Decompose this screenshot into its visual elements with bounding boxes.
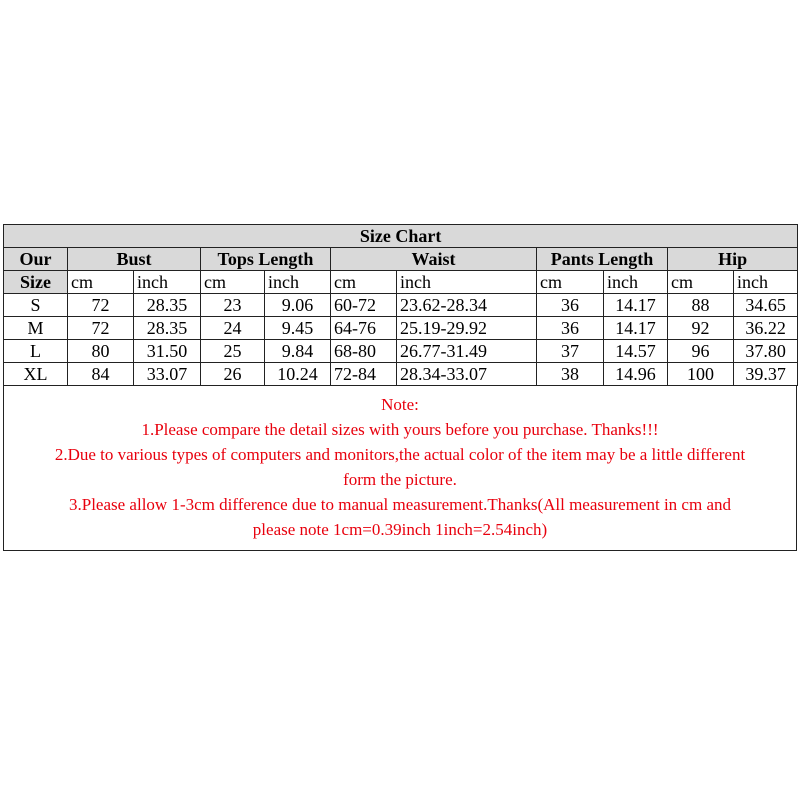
table-row [4, 317, 798, 340]
header-waist: Waist [331, 248, 537, 271]
measurement-cell: 25 [201, 340, 265, 363]
size-chart-sheet [3, 224, 797, 551]
measurement-cell: 28.35 [134, 294, 201, 317]
measurement-cell: 25.19-29.92 [397, 317, 537, 340]
measurement-cell: 37.80 [734, 340, 798, 363]
unit-cell: inch [604, 271, 668, 294]
measurement-cell: 72 [68, 294, 134, 317]
measurement-cell: 96 [668, 340, 734, 363]
unit-cell: cm [68, 271, 134, 294]
measurement-cell: 72-84 [331, 363, 397, 386]
measurement-cell: 28.34-33.07 [397, 363, 537, 386]
measurement-cell: 9.45 [265, 317, 331, 340]
measurement-cell: 92 [668, 317, 734, 340]
unit-cell: inch [134, 271, 201, 294]
measurement-cell: 28.35 [134, 317, 201, 340]
measurement-cell: 24 [201, 317, 265, 340]
measurement-cell: 14.96 [604, 363, 668, 386]
measurement-cell: 14.17 [604, 294, 668, 317]
measurement-cell: 72 [68, 317, 134, 340]
measurement-cell: 68-80 [331, 340, 397, 363]
note-line: form the picture. [343, 470, 457, 489]
measurement-cell: 64-76 [331, 317, 397, 340]
unit-cell: cm [201, 271, 265, 294]
size-label-cell: S [4, 294, 68, 317]
measurement-cell: 26 [201, 363, 265, 386]
unit-cell: cm [668, 271, 734, 294]
unit-cell: cm [331, 271, 397, 294]
table-row [4, 363, 798, 386]
measurement-cell: 84 [68, 363, 134, 386]
measurement-cell: 10.24 [265, 363, 331, 386]
measurement-cell: 31.50 [134, 340, 201, 363]
note-line: please note 1cm=0.39inch 1inch=2.54inch) [252, 520, 548, 539]
measurement-cell: 23.62-28.34 [397, 294, 537, 317]
chart-title: Size Chart [4, 225, 798, 248]
measurement-cell: 80 [68, 340, 134, 363]
measurement-cell: 38 [537, 363, 604, 386]
title-row [4, 225, 798, 248]
measurement-cell: 36.22 [734, 317, 798, 340]
size-label-cell: L [4, 340, 68, 363]
note-line: 3.Please allow 1-3cm difference due to manual measurement.Thanks(All measurement in cm and [69, 495, 731, 514]
unit-header-row [4, 271, 798, 294]
measurement-cell: 34.65 [734, 294, 798, 317]
notes-box [3, 386, 797, 551]
note-line: 2.Due to various types of computers and monitors,the actual color of the item may be a little different [54, 445, 746, 464]
header-bust: Bust [68, 248, 201, 271]
note-line: 1.Please compare the detail sizes with yours before you purchase. Thanks!!! [141, 420, 659, 439]
size-label-cell: M [4, 317, 68, 340]
unit-cell: inch [734, 271, 798, 294]
group-header-row [4, 248, 798, 271]
table-row [4, 340, 798, 363]
table-row [4, 294, 798, 317]
measurement-cell: 36 [537, 294, 604, 317]
measurement-cell: 14.57 [604, 340, 668, 363]
measurement-cell: 36 [537, 317, 604, 340]
measurement-cell: 88 [668, 294, 734, 317]
measurement-cell: 26.77-31.49 [397, 340, 537, 363]
unit-cell: inch [397, 271, 537, 294]
size-rows [4, 294, 798, 386]
measurement-cell: 14.17 [604, 317, 668, 340]
header-hip: Hip [668, 248, 798, 271]
unit-cell: inch [265, 271, 331, 294]
size-chart-table [3, 224, 798, 386]
note-heading: Note: [381, 395, 419, 414]
measurement-cell: 9.06 [265, 294, 331, 317]
measurement-cell: 33.07 [134, 363, 201, 386]
header-tops-length: Tops Length [201, 248, 331, 271]
size-label-cell: XL [4, 363, 68, 386]
measurement-cell: 39.37 [734, 363, 798, 386]
header-pants-length: Pants Length [537, 248, 668, 271]
size-header-bottom: Size [4, 271, 68, 294]
measurement-cell: 9.84 [265, 340, 331, 363]
size-header-top: Our [4, 248, 68, 271]
measurement-cell: 37 [537, 340, 604, 363]
measurement-cell: 23 [201, 294, 265, 317]
measurement-cell: 60-72 [331, 294, 397, 317]
measurement-cell: 100 [668, 363, 734, 386]
unit-cell: cm [537, 271, 604, 294]
